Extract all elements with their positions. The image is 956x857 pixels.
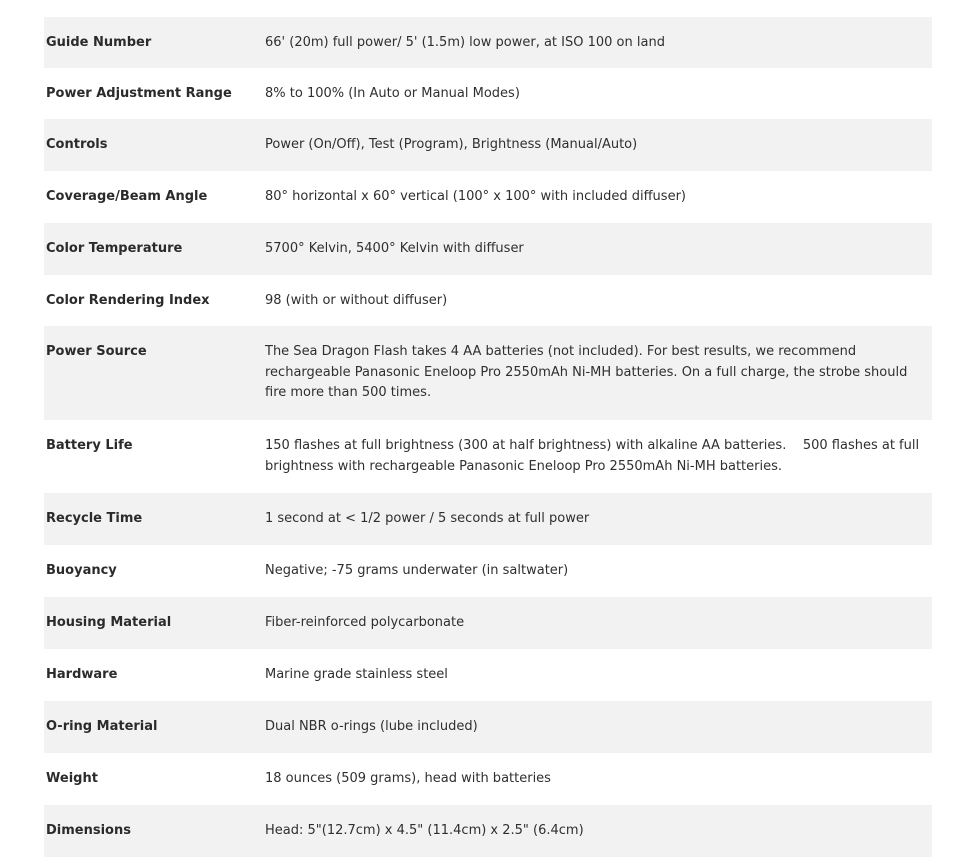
spec-row-coverage-beam-angle bbox=[44, 171, 932, 223]
spec-row-o-ring-material bbox=[44, 701, 932, 753]
spec-label: Battery Life bbox=[46, 438, 133, 453]
spec-row-power-adjustment-range bbox=[44, 68, 932, 119]
spec-label: Power Source bbox=[46, 344, 147, 359]
spec-label: Guide Number bbox=[46, 35, 152, 50]
spec-table bbox=[44, 17, 932, 857]
spec-row-color-temperature bbox=[44, 223, 932, 275]
spec-value: Dual NBR o-rings (lube included) bbox=[265, 719, 478, 734]
spec-label: Power Adjustment Range bbox=[46, 86, 232, 101]
spec-value: Power (On/Off), Test (Program), Brightness (Manual/Auto) bbox=[265, 137, 638, 152]
spec-value: Negative; -75 grams underwater (in saltwater) bbox=[265, 563, 569, 578]
spec-value: 5700° Kelvin, 5400° Kelvin with diffuser bbox=[265, 241, 524, 256]
spec-row-battery-life bbox=[44, 420, 932, 493]
spec-row-buoyancy bbox=[44, 545, 932, 597]
spec-label: Recycle Time bbox=[46, 511, 143, 526]
spec-value: 98 (with or without diffuser) bbox=[265, 293, 448, 308]
spec-label: Dimensions bbox=[46, 823, 131, 838]
spec-label: Buoyancy bbox=[46, 563, 117, 578]
spec-row-housing-material bbox=[44, 597, 932, 649]
spec-row-color-rendering-index bbox=[44, 275, 932, 326]
spec-row-controls bbox=[44, 119, 932, 171]
spec-value: 66' (20m) full power/ 5' (1.5m) low power, at ISO 100 on land bbox=[265, 35, 665, 50]
spec-value: The Sea Dragon Flash takes 4 AA batteries (not included). For best results, we recommend rechargeable Panasonic Eneloop Pro 2550mAh Ni-MH batteries. On a full charge, the strobe should fire more than 500 times. bbox=[265, 344, 908, 400]
spec-label: Hardware bbox=[46, 667, 118, 682]
spec-value: 18 ounces (509 grams), head with batteries bbox=[265, 771, 551, 786]
spec-label: Color Temperature bbox=[46, 241, 183, 256]
spec-row-hardware bbox=[44, 649, 932, 701]
spec-row-weight bbox=[44, 753, 932, 805]
spec-label: Controls bbox=[46, 137, 108, 152]
spec-label: Housing Material bbox=[46, 615, 172, 630]
spec-label: Weight bbox=[46, 771, 98, 786]
spec-value: 1 second at < 1/2 power / 5 seconds at full power bbox=[265, 511, 590, 526]
spec-label: Coverage/Beam Angle bbox=[46, 189, 208, 204]
spec-row-guide-number bbox=[44, 17, 932, 68]
spec-value: 80° horizontal x 60° vertical (100° x 100° with included diffuser) bbox=[265, 189, 686, 204]
spec-label: O-ring Material bbox=[46, 719, 158, 734]
spec-value: Head: 5"(12.7cm) x 4.5" (11.4cm) x 2.5" (6.4cm) bbox=[265, 823, 584, 838]
spec-row-recycle-time bbox=[44, 493, 932, 545]
spec-label: Color Rendering Index bbox=[46, 293, 210, 308]
spec-row-power-source bbox=[44, 326, 932, 420]
spec-value: 150 flashes at full brightness (300 at half brightness) with alkaline AA batteries. 500 flashes at full brightness with rechargeable Panasonic Eneloop Pro 2550mAh Ni-MH batteries. bbox=[265, 438, 924, 474]
spec-row-dimensions bbox=[44, 805, 932, 857]
spec-value: Marine grade stainless steel bbox=[265, 667, 448, 682]
spec-value: 8% to 100% (In Auto or Manual Modes) bbox=[265, 86, 520, 101]
spec-value: Fiber-reinforced polycarbonate bbox=[265, 615, 465, 630]
